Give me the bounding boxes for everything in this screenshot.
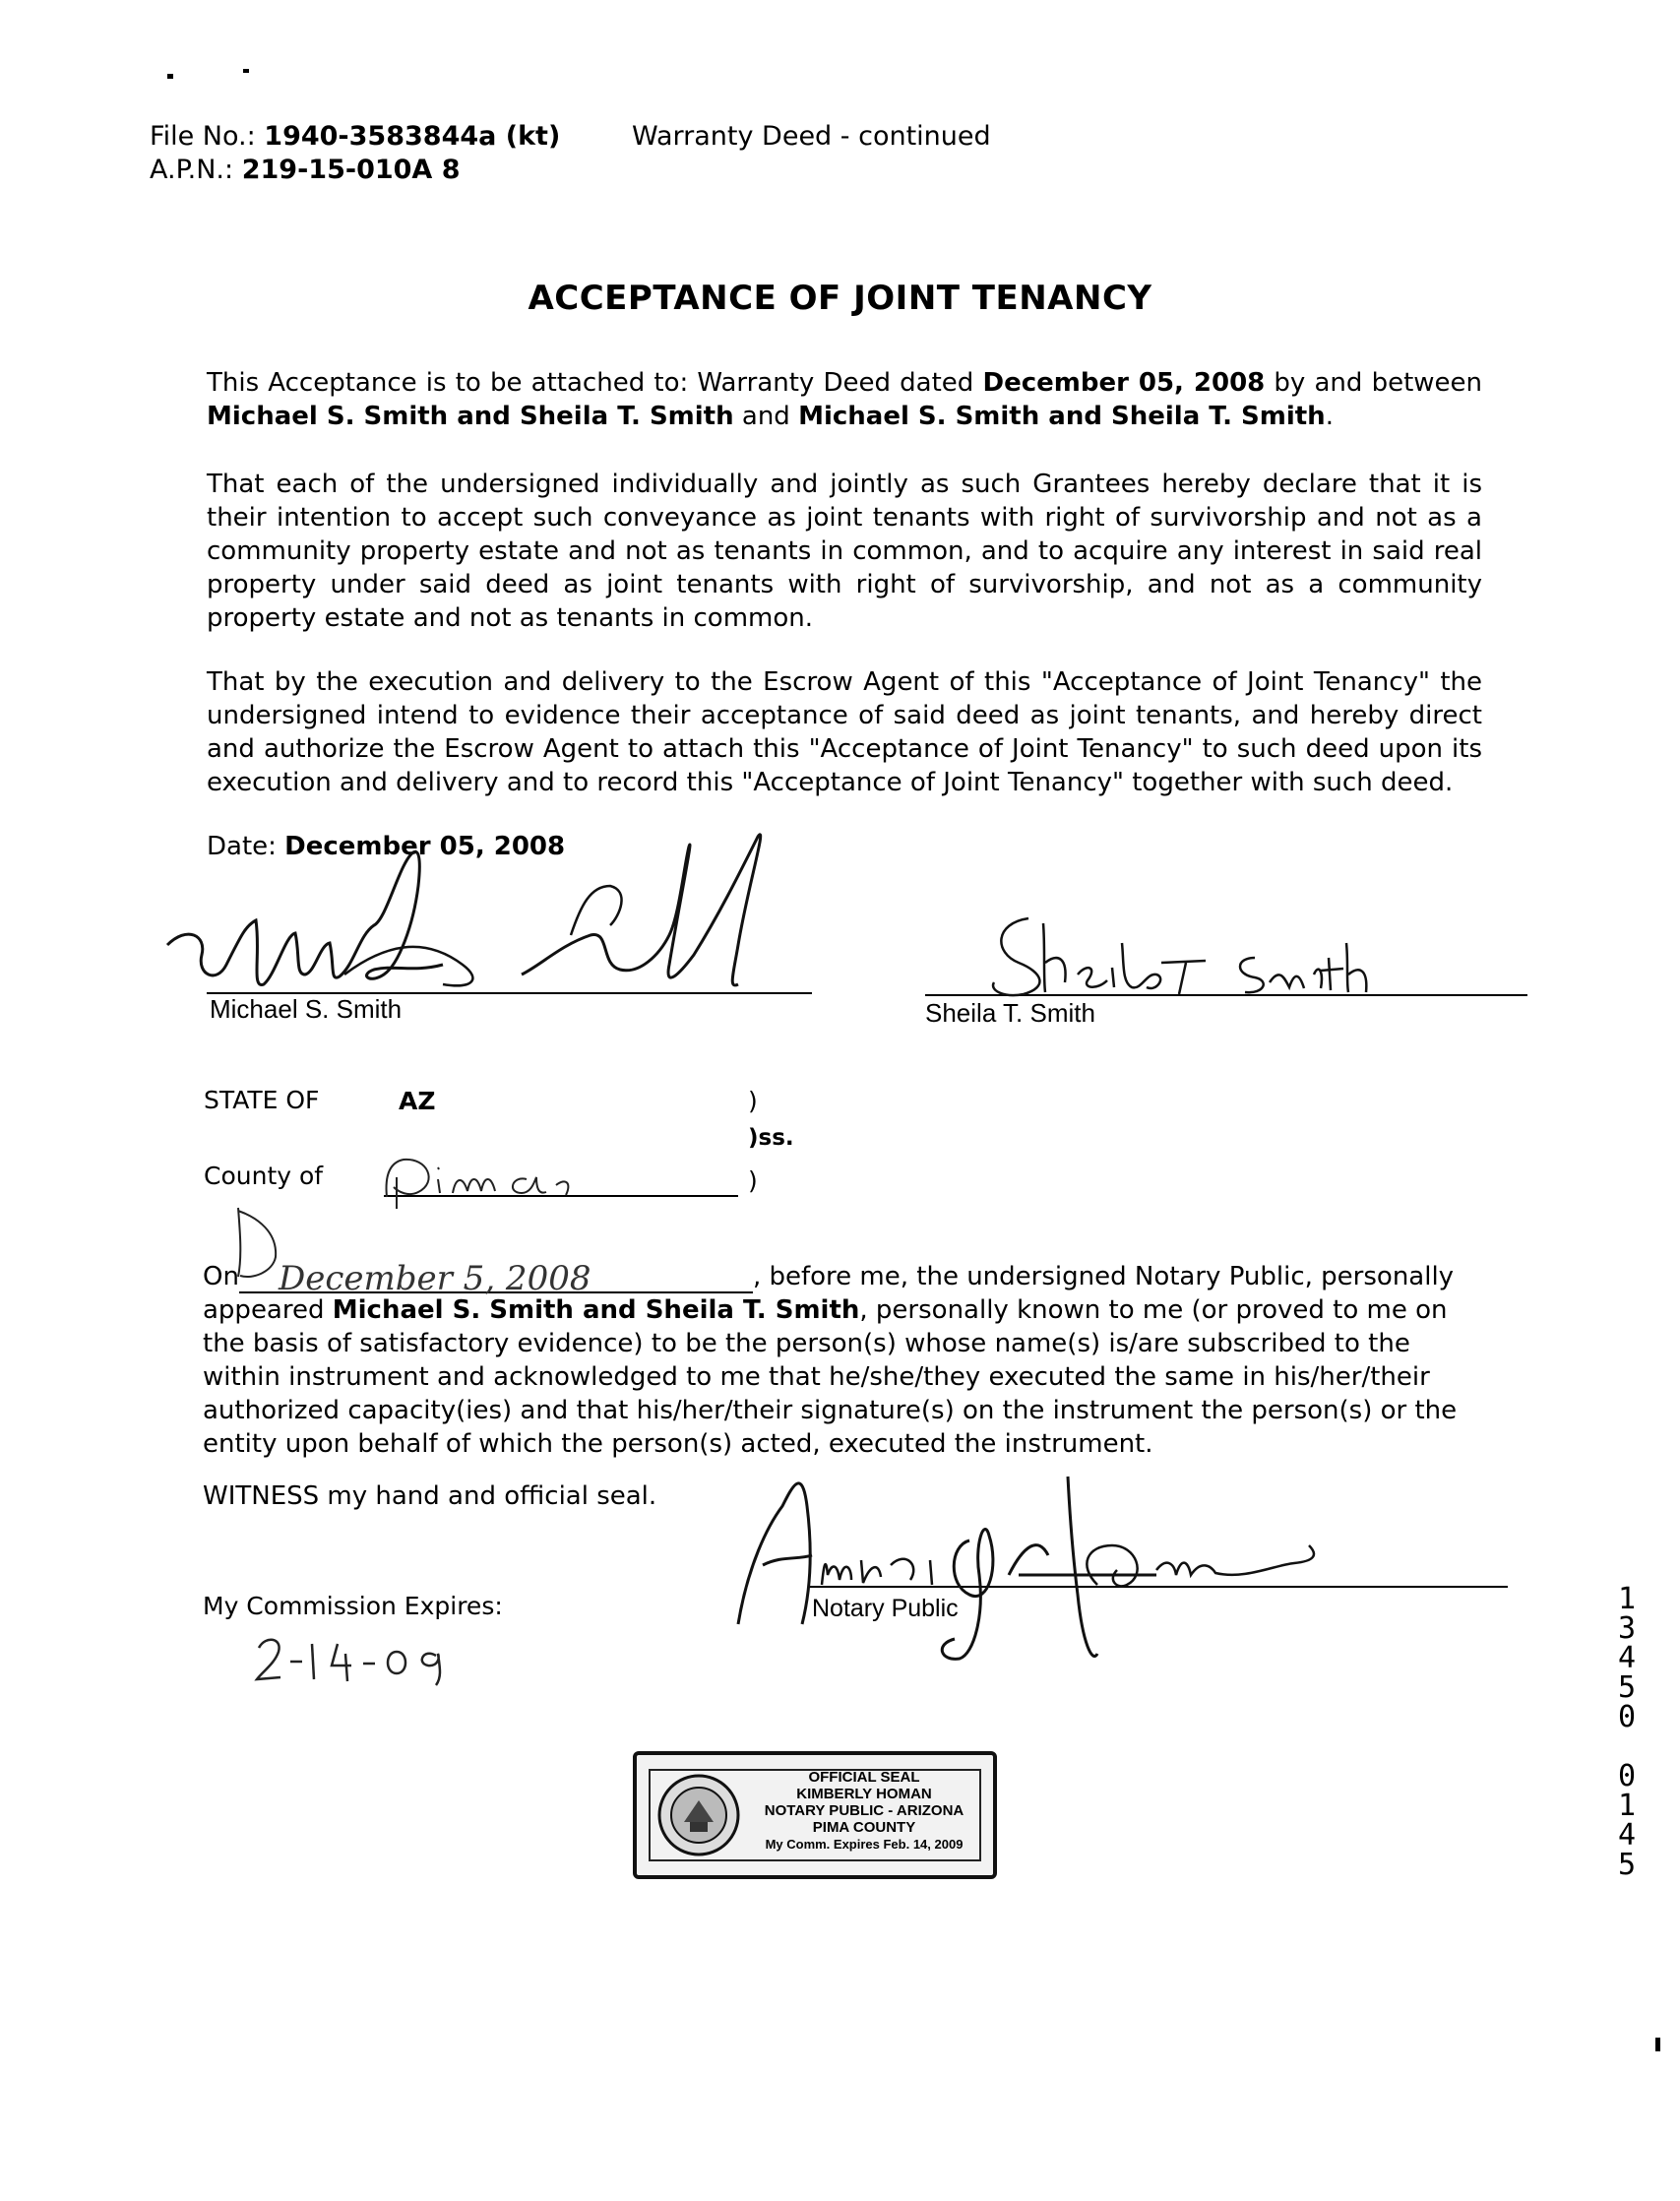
county-label: County of: [204, 1162, 324, 1190]
signature-notary: [723, 1447, 1334, 1673]
file-number-label: File No.:: [150, 121, 256, 152]
seal-line-2: KIMBERLY HOMAN: [796, 1786, 932, 1802]
deed-date: December 05, 2008: [982, 368, 1266, 398]
notary-public-label: Notary Public: [812, 1595, 959, 1622]
scan-speck: [1655, 2038, 1660, 2051]
scan-speck: [167, 74, 173, 79]
handwritten-notary-date: December 5, 2008: [239, 1266, 753, 1293]
apn-value: 219-15-010A 8: [241, 155, 461, 185]
paragraph-attachment: This Acceptance is to be attached to: Warranty Deed dated December 05, 2008 by and between Michael S. Smith and Sheila T. Smith and Michael S. Smith and Sheila T. Smith.: [207, 368, 1483, 431]
apn-label: A.P.N.:: [150, 155, 234, 185]
state-label: STATE OF: [204, 1086, 320, 1114]
scan-speck: [243, 69, 249, 73]
seal-line-1: OFFICIAL SEAL: [808, 1769, 920, 1786]
document-title: ACCEPTANCE OF JOINT TENANCY: [528, 279, 1152, 318]
paragraph-declaration: That each of the undersigned individually and jointly as such Grantees hereby declare that it is their intention to accept such conveyance as joint tenants with right of survivorship and not as a community property estate and not as tenants in common, and to acquire any interest in said real property under said deed as joint tenants with right of survivorship, and not as a community property estate and not as tenants in common.: [207, 470, 1482, 633]
commission-handwritten-value: [261, 1642, 338, 1666]
signature-michael-smith: [148, 827, 817, 1004]
county-handwritten-value: [389, 1162, 437, 1185]
seal-line-3: NOTARY PUBLIC - ARIZONA: [764, 1802, 964, 1819]
signer-name-2: Sheila T. Smith: [925, 998, 1095, 1028]
venue-paren-3: ): [748, 1166, 758, 1195]
signer-name-1: Michael S. Smith: [210, 994, 403, 1024]
recording-number: 1 3 4 5 0 0 1 4 5: [1617, 1582, 1637, 1882]
notary-on: On: [203, 1262, 239, 1291]
apn-number: [150, 154, 461, 187]
venue-paren-1: ): [748, 1087, 758, 1115]
arizona-seal-emblem: [656, 1773, 741, 1857]
notary-acknowledgment: On December 5, 2008 , before me, the undersigned Notary Public, personally appeared Michael S. Smith and Sheila T. Smith, personally known to me (or proved to me on the basis of satisfactory evidence) to be the person(s) whose name(s) is/are subscribed to the within instrument and acknowledged to me that he/she/they executed the same in his/her/their authorized capacity(ies) and that his/her/their signature(s) on the instrument the person(s) or the entity upon behalf of which the person(s) acted, executed the instrument.: [203, 1259, 1458, 1459]
handwritten-date-flourish: [228, 1203, 287, 1282]
notary-names: Michael S. Smith and Sheila T. Smith: [332, 1295, 860, 1325]
venue-ss: )ss.: [748, 1125, 794, 1151]
signature-date: Date: December 05, 2008: [207, 832, 566, 861]
seal-line-5: My Comm. Expires Feb. 14, 2009: [765, 1837, 964, 1852]
official-notary-seal: [633, 1751, 997, 1879]
continued-label: Warranty Deed - continued: [632, 121, 991, 152]
witness-statement: WITNESS my hand and official seal.: [203, 1481, 657, 1511]
file-number-value: 1940-3583844a (kt): [264, 121, 561, 152]
grantor-names: Michael S. Smith and Sheila T. Smith: [207, 402, 734, 431]
paragraph-escrow: That by the execution and delivery to the Escrow Agent of this "Acceptance of Joint Tenancy" the undersigned intend to evidence their acceptance of said deed as joint tenants, and hereby direct and authorize the Escrow Agent to attach this "Acceptance of Joint Tenancy" to such deed upon its execution and delivery and to record this "Acceptance of Joint Tenancy" together with such deed.: [207, 667, 1482, 797]
state-value: AZ: [399, 1087, 436, 1115]
seal-text: [743, 1769, 985, 1853]
commission-expires-label: My Commission Expires:: [203, 1592, 503, 1620]
signature-sheila-smith: [974, 904, 1388, 1002]
file-number: [150, 120, 560, 154]
seal-line-4: PIMA COUNTY: [812, 1819, 916, 1836]
grantee-names: Michael S. Smith and Sheila T. Smith: [798, 402, 1326, 431]
